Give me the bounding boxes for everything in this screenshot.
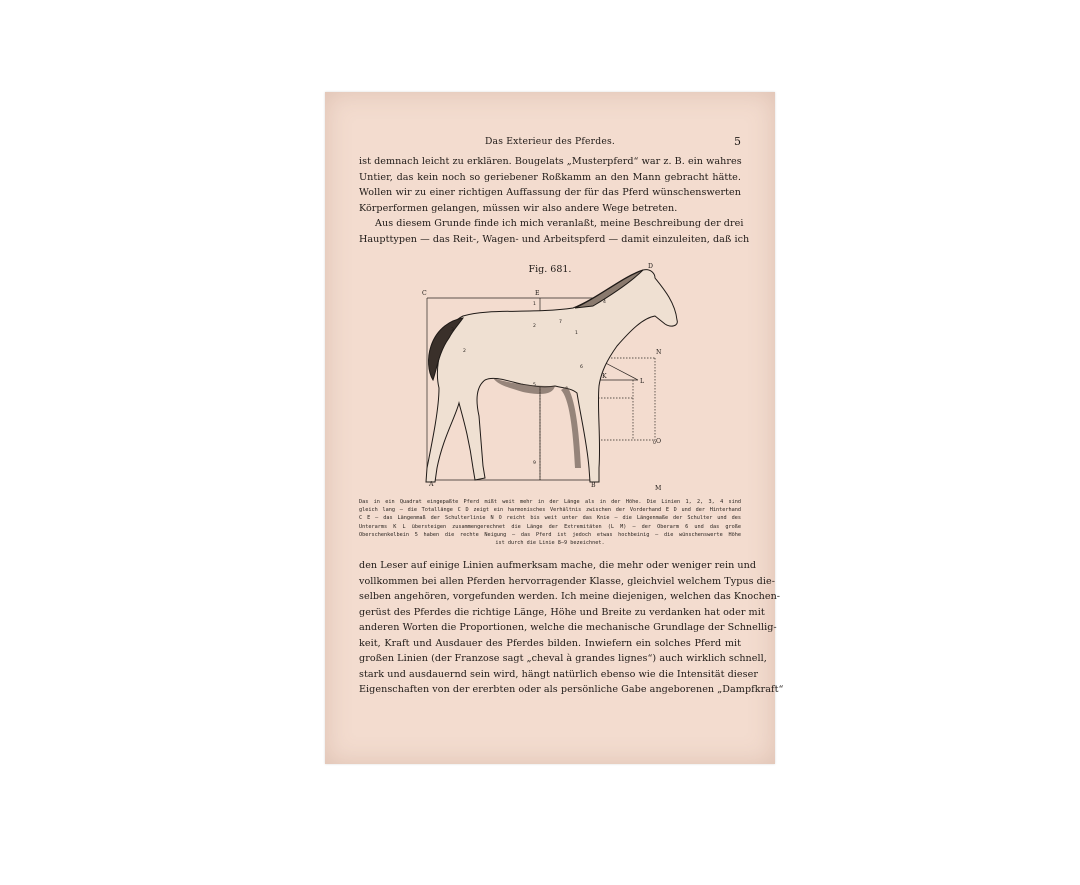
number-2: 2 (533, 324, 536, 329)
letter-l: L (640, 378, 645, 385)
letter-n: N (656, 349, 662, 356)
caption-line: C E — das Längenmaß der Schulterlinie N O reicht bis weit unter das Knie — die Längenmaße der Schulter und des (359, 515, 741, 522)
figure-caption (359, 498, 741, 547)
text-line: großen Linien (der Franzose sagt „cheval à grandes lignes“) auch wirklich schnell, (359, 653, 767, 664)
letter-k: K (602, 373, 607, 380)
letter-o: O (656, 438, 662, 445)
letter-c: C (422, 290, 427, 297)
caption-line: gleich lang — die Totallänge C D zeigt ein harmonisches Verhältnis zwischen der Vorderhand E D und der Hinterhand (359, 507, 741, 514)
text-line: Untier, das kein noch so geriebener Roßkamm an den Mann gebracht hätte. (359, 171, 741, 183)
number-9: 9 (533, 461, 536, 466)
number-1: 1 (575, 331, 578, 336)
text-line: Wollen wir zu einer richtigen Auffassung der für das Pferd wünschenswerten (359, 187, 741, 198)
running-head (359, 136, 741, 150)
caption-line: Oberschenkelbein 5 haben die rechte Neigung — das Pferd ist jedoch etwas hochbeinig — die wünschenswerte Höhe (359, 531, 741, 538)
number-5: 5 (533, 383, 536, 388)
text-block-top (359, 154, 750, 247)
text-block-bottom (359, 558, 784, 698)
running-head-title: Das Exterieur des Pferdes. (484, 136, 615, 147)
number-6: 6 (580, 365, 583, 370)
letter-e: E (535, 290, 540, 297)
caption-line: Das in ein Quadrat eingepaßte Pferd mißt weit mehr in der Länge als in der Höhe. Die Linien 1, 2, 3, 4 sind (359, 499, 741, 505)
text-line: gerüst des Pferdes die richtige Länge, Höhe und Breite zu verdanken hat oder mit (359, 606, 765, 618)
text-line: selben angehören, vorgefunden werden. Ich meine diejenigen, welchen das Knochen- (359, 591, 781, 602)
text-line: Haupttypen — das Reit-, Wagen- und Arbeitspferd — damit einzuleiten, daß ich (359, 233, 750, 245)
number-1: 1 (533, 302, 536, 307)
number-2: 2 (463, 349, 466, 354)
caption-line: Unterarms K L übersteigen zusammengerechnet die Länge der Extremitäten (L M) — der Oberarm 6 und das große (359, 523, 741, 530)
text-line: vollkommen bei allen Pferden hervorragender Klasse, gleichviel welchem Typus die- (359, 575, 776, 587)
number-3: 3 (451, 328, 454, 333)
book-page (325, 92, 784, 764)
text-line: keit, Kraft und Ausdauer des Pferdes bilden. Inwiefern ein solches Pferd mit (359, 637, 741, 649)
letter-b: B (591, 482, 596, 489)
caption-line: ist durch die Linie 8—9 bezeichnet. (495, 539, 605, 546)
letter-a: A (429, 481, 434, 488)
text-line: Körperformen gelangen, müssen wir also andere Wege betreten. (359, 202, 678, 214)
number-0: 0 (653, 441, 656, 446)
letter-d: D (648, 263, 653, 270)
number-4: 4 (603, 300, 606, 305)
figure-label: Fig. 681. (528, 264, 572, 275)
letter-m: M (655, 485, 662, 492)
text-line: Eigenschaften von der ererbten oder als persönliche Gabe angeborenen „Dampfkraft“ (359, 684, 784, 695)
horse-proportion-diagram (393, 263, 693, 492)
text-line: stark und ausdauernd sein wird, hängt natürlich ebenso wie die Intensität dieser (359, 668, 758, 680)
number-7: 7 (559, 320, 562, 325)
text-line: Aus diesem Grunde finde ich mich veranlaßt, meine Beschreibung der drei (375, 218, 744, 229)
horse-body (426, 270, 677, 482)
page-number: 5 (734, 135, 741, 148)
text-line: den Leser auf einige Linien aufmerksam mache, die mehr oder weniger rein und (359, 560, 757, 571)
text-line: anderen Worten die Proportionen, welche die mechanische Grundlage der Schnellig- (359, 622, 777, 633)
text-line: ist demnach leicht zu erklären. Bougelats „Musterpferd“ war z. B. ein wahres (359, 156, 742, 167)
